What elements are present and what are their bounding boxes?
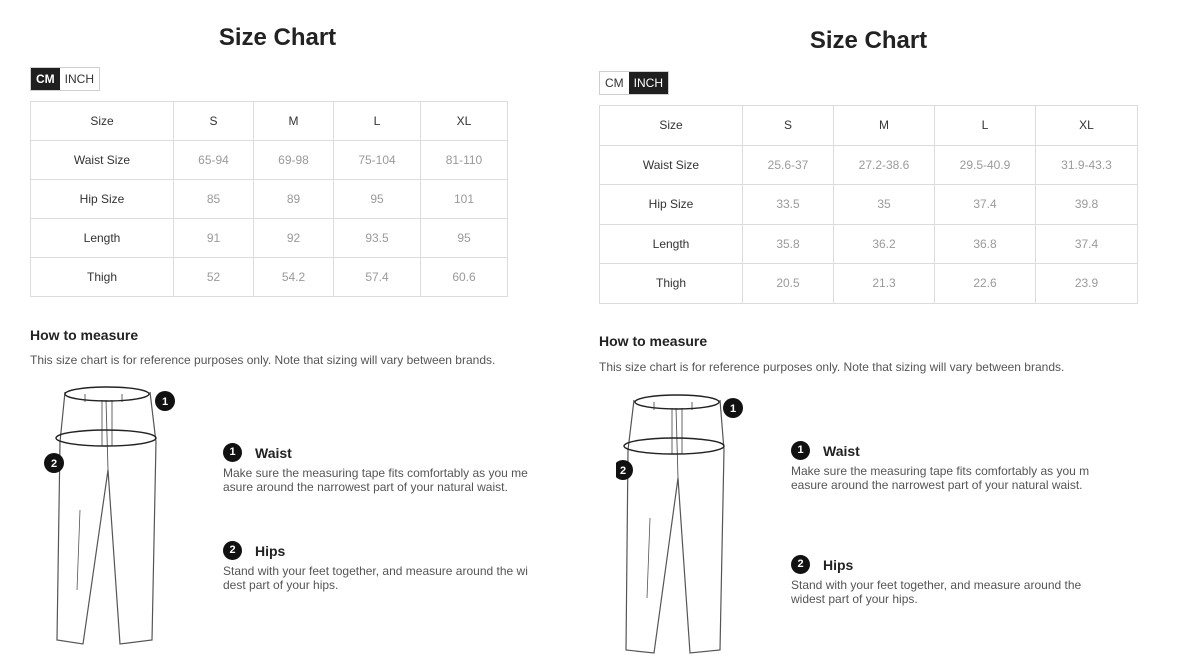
header-cell: XL	[1036, 106, 1138, 146]
table-cell: 91	[174, 219, 254, 258]
table-row	[31, 141, 508, 180]
table-cell: 93.5	[334, 219, 421, 258]
step-number-badge: 1	[791, 441, 810, 460]
step-number-badge: 1	[223, 443, 242, 462]
instruction-waist	[223, 443, 528, 494]
table-cell: 27.2-38.6	[834, 145, 935, 185]
step-number-badge: 2	[791, 555, 810, 574]
measure-note: This size chart is for reference purposes only. Note that sizing will vary between brands.	[30, 353, 496, 367]
table-cell: 35.8	[743, 224, 834, 264]
row-label: Hip Size	[600, 185, 743, 225]
table-row	[31, 219, 508, 258]
table-row	[31, 258, 508, 297]
header-cell: Size	[31, 102, 174, 141]
measure-heading: How to measure	[599, 333, 708, 349]
header-cell: Size	[600, 106, 743, 146]
table-cell: 36.2	[834, 224, 935, 264]
unit-inch-button[interactable]: INCH	[629, 72, 668, 94]
instruction-waist	[791, 441, 1091, 492]
row-label: Waist Size	[31, 141, 174, 180]
table-cell: 35	[834, 185, 935, 225]
instruction-text: Make sure the measuring tape fits comfortably as you measure around the narrowest part of your natural waist.	[223, 466, 528, 494]
table-cell: 101	[421, 180, 508, 219]
instruction-title: Waist	[823, 442, 860, 459]
header-cell: L	[334, 102, 421, 141]
row-label: Thigh	[31, 258, 174, 297]
table-cell: 37.4	[935, 185, 1036, 225]
instruction-title: Hips	[823, 556, 854, 573]
hips-marker-icon	[616, 460, 633, 480]
table-header-row	[600, 106, 1138, 146]
svg-text:2: 2	[50, 458, 58, 470]
table-cell: 52	[174, 258, 254, 297]
size-chart-panel-cm	[0, 0, 560, 662]
table-row	[600, 185, 1138, 225]
table-cell: 29.5-40.9	[935, 145, 1036, 185]
unit-toggle	[30, 67, 100, 91]
table-cell: 89	[254, 180, 334, 219]
table-row	[600, 264, 1138, 304]
instruction-text: Make sure the measuring tape fits comfortably as you measure around the narrowest part of your natural waist.	[791, 464, 1090, 492]
table-cell: 37.4	[1036, 224, 1138, 264]
waist-marker-icon	[155, 391, 175, 411]
size-chart-panel-inch	[569, 0, 1194, 662]
row-label: Hip Size	[31, 180, 174, 219]
svg-text:1: 1	[729, 403, 737, 415]
header-cell: M	[834, 106, 935, 146]
pants-illustration	[616, 388, 766, 662]
table-cell: 92	[254, 219, 334, 258]
unit-toggle	[599, 71, 669, 95]
unit-cm-button[interactable]: CM	[31, 68, 60, 90]
instruction-text: Stand with your feet together, and measure around the widest part of your hips.	[223, 564, 528, 592]
chart-title: Size Chart	[218, 24, 337, 51]
row-label: Thigh	[600, 264, 743, 304]
table-row	[600, 145, 1138, 185]
table-cell: 54.2	[254, 258, 334, 297]
step-number-badge: 2	[223, 541, 242, 560]
instruction-title: Hips	[255, 542, 286, 559]
instruction-text: Stand with your feet together, and measure around the widest part of your hips.	[791, 578, 1082, 606]
table-cell: 65-94	[174, 141, 254, 180]
table-cell: 23.9	[1036, 264, 1138, 304]
size-table	[30, 101, 508, 297]
header-cell: XL	[421, 102, 508, 141]
table-cell: 36.8	[935, 224, 1036, 264]
table-cell: 20.5	[743, 264, 834, 304]
table-cell: 25.6-37	[743, 145, 834, 185]
table-cell: 75-104	[334, 141, 421, 180]
table-cell: 81-110	[421, 141, 508, 180]
row-label: Length	[31, 219, 174, 258]
chart-title: Size Chart	[809, 27, 928, 54]
table-cell: 69-98	[254, 141, 334, 180]
table-row	[31, 180, 508, 219]
table-cell: 33.5	[743, 185, 834, 225]
instruction-hips	[791, 555, 1091, 606]
unit-inch-button[interactable]: INCH	[60, 68, 99, 90]
header-cell: L	[935, 106, 1036, 146]
size-table	[599, 105, 1138, 304]
table-row	[600, 224, 1138, 264]
pants-illustration	[40, 380, 190, 662]
table-cell: 95	[421, 219, 508, 258]
measure-heading: How to measure	[30, 327, 139, 343]
waist-marker-icon	[723, 398, 743, 418]
table-cell: 31.9-43.3	[1036, 145, 1138, 185]
unit-cm-button[interactable]: CM	[600, 72, 629, 94]
measure-note: This size chart is for reference purposes only. Note that sizing will vary between brands.	[599, 360, 1065, 374]
header-cell: S	[174, 102, 254, 141]
row-label: Length	[600, 224, 743, 264]
table-cell: 22.6	[935, 264, 1036, 304]
header-cell: S	[743, 106, 834, 146]
header-cell: M	[254, 102, 334, 141]
table-cell: 95	[334, 180, 421, 219]
instruction-title: Waist	[255, 444, 292, 461]
table-cell: 60.6	[421, 258, 508, 297]
table-header-row	[31, 102, 508, 141]
hips-marker-icon	[44, 453, 64, 473]
svg-text:1: 1	[161, 396, 169, 408]
table-cell: 39.8	[1036, 185, 1138, 225]
table-cell: 21.3	[834, 264, 935, 304]
table-cell: 85	[174, 180, 254, 219]
svg-text:2: 2	[619, 465, 627, 477]
instruction-hips	[223, 541, 528, 592]
table-cell: 57.4	[334, 258, 421, 297]
row-label: Waist Size	[600, 145, 743, 185]
